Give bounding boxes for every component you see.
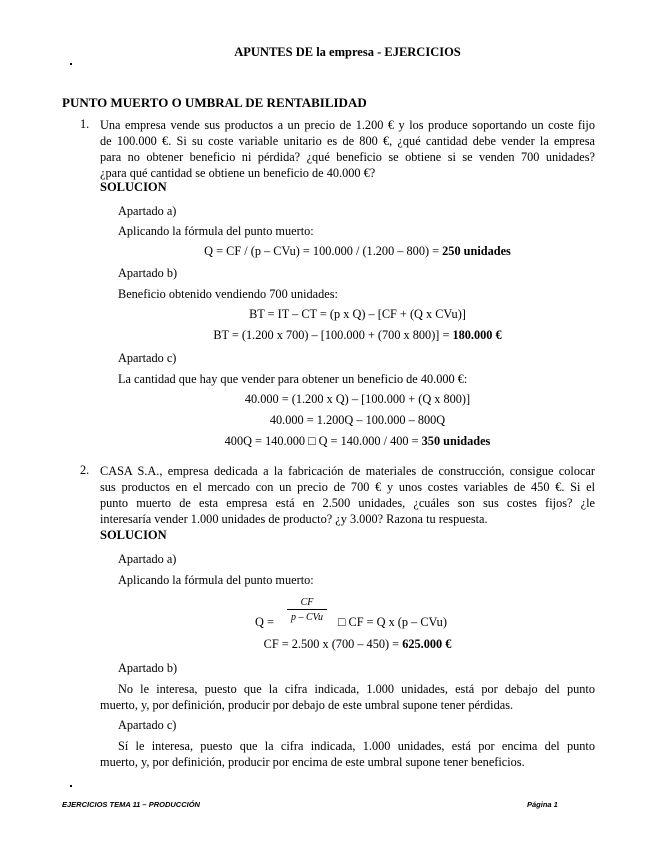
formula [0, 434, 655, 449]
apartado-text: Beneficio obtenido vendiendo 700 unidades: [118, 287, 338, 301]
text-line: muerto, y, por definición, producir por debajo de este umbral supone tener pérdidas. [100, 698, 514, 712]
statement-line: ¿para qué cantidad se obtiene un beneficio de 40.000 €? [100, 166, 376, 180]
apartado-c-text [100, 738, 595, 770]
formula: BT = IT – CT = (p x Q) – [CF + (Q x CVu)] [249, 307, 466, 321]
exercise-1-statement [100, 117, 595, 181]
formula-right: □ CF = Q x (p – CVu) [338, 615, 447, 629]
statement-line: Una empresa vende sus productos a un precio de 1.200 € y los produce soportando un coste fijo [100, 118, 595, 132]
solution-label: SOLUCION [100, 528, 167, 542]
margin-mark [70, 63, 72, 65]
formula-result: 180.000 € [452, 328, 502, 342]
apartado-text: Aplicando la fórmula del punto muerto: [118, 573, 314, 587]
statement-line: interesaría vender 1.000 unidades de producto? ¿y 3.000? Razona tu respuesta. [100, 512, 488, 526]
exercise-number: 1. [80, 117, 90, 131]
formula [0, 244, 655, 259]
apartado-text: Aplicando la fórmula del punto muerto: [118, 224, 314, 238]
formula-result: 350 unidades [421, 434, 491, 448]
text-line: muerto, y, por definición, producir por encima de este umbral supone tener beneficios. [100, 755, 525, 769]
solution-label: SOLUCION [100, 180, 167, 194]
statement-line: de 100.000 €. Si su coste variable unitario es de 800 €, ¿qué cantidad debe vender la empresa [100, 134, 595, 148]
fraction-denominator: p – CVu [290, 612, 324, 623]
footer-left: EJERCICIOS TEMA 11 – PRODUCCIÓN [62, 800, 200, 809]
formula-text: CF = 2.500 x (700 – 450) = [263, 637, 403, 651]
apartado-label: Apartado c) [118, 351, 177, 365]
apartado-label: Apartado b) [118, 661, 178, 675]
statement-line: para no obtener beneficio ni pérdida? ¿qué beneficio se obtiene si se venden 700 unidades? [100, 150, 595, 164]
fraction-bar [287, 609, 327, 610]
fraction-numerator: CF [300, 597, 314, 608]
text-line: No le interesa, puesto que la cifra indicada, 1.000 unidades, está por debajo del punto [118, 682, 595, 696]
formula-text: 400Q = 140.000 □ Q = 140.000 / 400 = [224, 434, 422, 448]
formula [0, 328, 655, 343]
apartado-b-text [100, 681, 595, 713]
formula: 40.000 = 1.200Q – 100.000 – 800Q [269, 413, 446, 427]
exercise-number: 2. [80, 463, 90, 477]
page-header: APUNTES DE la empresa - EJERCICIOS [234, 45, 461, 59]
statement-line: sus productos en el mercado con un precio de 700 € y unos costes variables de 450 €. Si el [100, 480, 595, 494]
fraction [287, 597, 327, 623]
statement-line: punto muerto de esta empresa está en 2.500 unidades, ¿cuáles son sus costes fijos? ¿le [100, 496, 595, 510]
footer-page-number: Página 1 [527, 800, 558, 809]
apartado-label: Apartado a) [118, 204, 177, 218]
formula [0, 637, 655, 652]
formula-result: 625.000 € [402, 637, 452, 651]
text-line: Sí le interesa, puesto que la cifra indicada, 1.000 unidades, está por encima del punto [118, 739, 595, 753]
formula: 40.000 = (1.200 x Q) – [100.000 + (Q x 800)] [244, 392, 471, 406]
apartado-text: La cantidad que hay que vender para obtener un beneficio de 40.000 €: [118, 372, 468, 386]
exercise-2-statement [100, 463, 595, 527]
section-title: PUNTO MUERTO O UMBRAL DE RENTABILIDAD [62, 95, 367, 110]
apartado-label: Apartado b) [118, 266, 178, 280]
formula-left: Q = [255, 615, 274, 629]
statement-line: CASA S.A., empresa dedicada a la fabricación de materiales de construcción, consigue colocar [100, 464, 595, 478]
formula-result: 250 unidades [442, 244, 511, 258]
apartado-label: Apartado c) [118, 718, 177, 732]
apartado-label: Apartado a) [118, 552, 177, 566]
formula-text: Q = CF / (p – CVu) = 100.000 / (1.200 – 800) = [204, 244, 443, 258]
formula-text: BT = (1.200 x 700) – [100.000 + (700 x 800)] = [213, 328, 453, 342]
margin-mark [70, 785, 72, 787]
